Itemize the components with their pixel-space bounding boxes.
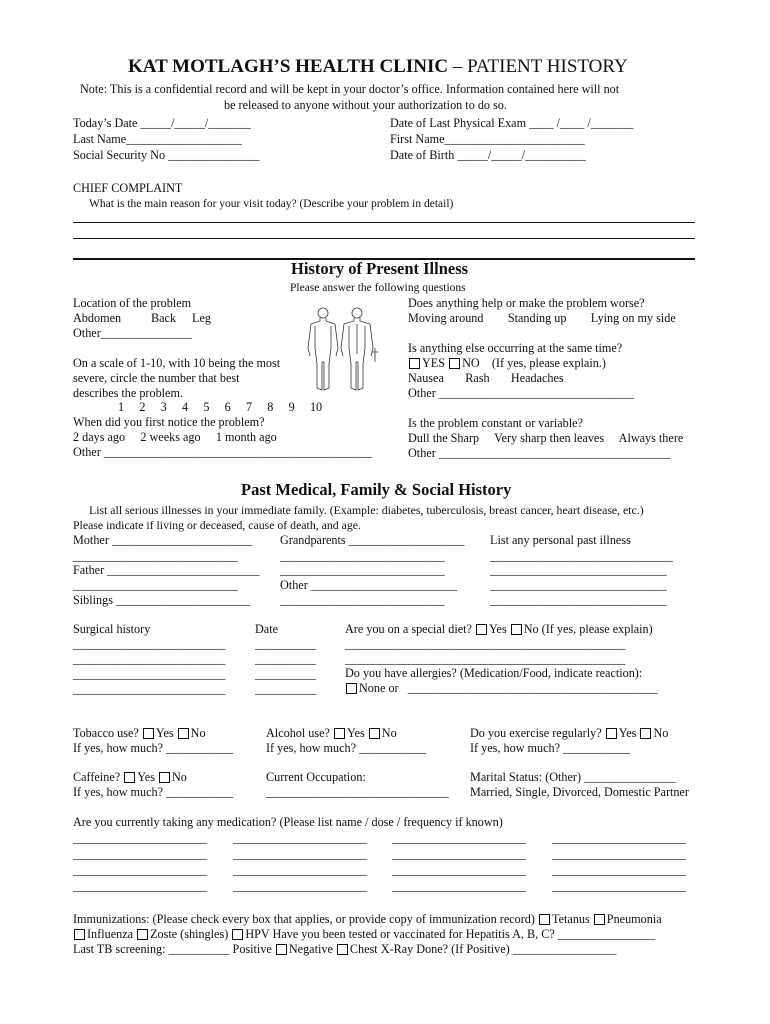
caffeine-yes-label: Yes	[137, 770, 155, 784]
tobacco-row	[73, 726, 206, 740]
confidential-note-line2: be released to anyone without your authorization to do so.	[224, 98, 507, 112]
body-diagram[interactable]	[300, 304, 400, 392]
help-worse-options[interactable]: Moving around Standing up Lying on my side	[408, 311, 676, 325]
complaint-line-1[interactable]	[73, 222, 695, 223]
surgical-history-label: Surgical history	[73, 622, 151, 636]
surgery-line-3[interactable]: _________________________	[73, 667, 226, 681]
medication-line[interactable]: ______________________	[233, 879, 368, 893]
alcohol-amount[interactable]: If yes, how much? ___________	[266, 741, 427, 755]
symptom-options[interactable]: Nausea Rash Headaches	[408, 371, 564, 385]
exercise-yes-checkbox[interactable]	[606, 728, 617, 739]
caffeine-amount[interactable]: If yes, how much? ___________	[73, 785, 234, 799]
zoster-checkbox[interactable]	[137, 929, 148, 940]
last-physical-field[interactable]: Date of Last Physical Exam ____ /____ /_______	[390, 116, 634, 130]
no-allergies-checkbox[interactable]	[346, 683, 357, 694]
alcohol-yes-checkbox[interactable]	[334, 728, 345, 739]
medication-line[interactable]: ______________________	[552, 831, 687, 845]
first-notice-options[interactable]: 2 days ago 2 weeks ago 1 month ago	[73, 430, 277, 444]
medication-line[interactable]: ______________________	[73, 831, 208, 845]
tb-negative-checkbox[interactable]	[337, 944, 348, 955]
family-line-1[interactable]: ___________________________	[73, 549, 238, 563]
surgery-line-4[interactable]: _________________________	[73, 682, 226, 696]
marital-options[interactable]: Married, Single, Divorced, Domestic Partner	[470, 785, 689, 799]
family-line-5[interactable]: ___________________________	[280, 593, 445, 607]
chief-complaint-question: What is the main reason for your visit today? (Describe your problem in detail)	[89, 198, 454, 210]
medication-line[interactable]: ______________________	[73, 847, 208, 861]
caffeine-row	[73, 770, 187, 784]
exercise-yes-label: Yes	[618, 726, 637, 740]
pmh-heading: Past Medical, Family & Social History	[241, 480, 512, 499]
alcohol-row	[266, 726, 397, 740]
medication-line[interactable]: ______________________	[552, 847, 687, 861]
constant-other[interactable]: Other ______________________________________	[408, 446, 671, 460]
personal-line-2[interactable]: _____________________________	[490, 563, 667, 577]
siblings-field[interactable]: Siblings ______________________	[73, 593, 251, 607]
location-leg[interactable]: Leg	[192, 311, 211, 325]
first-name-field[interactable]: First Name_______________________	[390, 132, 585, 146]
help-worse-question: Does anything help or make the problem worse?	[408, 296, 645, 310]
pmh-intro-1: List all serious illnesses in your immediate family. (Example: diabetes, tuberculosis, breast cancer, heart disease, etc.)	[89, 503, 644, 517]
diet-yes-label: Yes	[488, 622, 507, 636]
exercise-label: Do you exercise regularly?	[470, 726, 602, 740]
alcohol-no-checkbox[interactable]	[369, 728, 380, 739]
surgical-date-label: Date	[255, 622, 279, 636]
caffeine-label: Caffeine?	[73, 770, 121, 784]
immunization-label: Immunizations: (Please check every box that applies, or provide copy of immunization record)	[73, 912, 535, 926]
medication-line[interactable]: ______________________	[392, 879, 527, 893]
tobacco-no-label: No	[190, 726, 206, 740]
if-yes-note: (If yes, please explain.)	[491, 356, 606, 370]
hpi-heading: History of Present Illness	[291, 259, 469, 278]
medication-line[interactable]: ______________________	[73, 863, 208, 877]
occupation-label: Current Occupation:	[266, 770, 366, 784]
chief-complaint-heading: CHIEF COMPLAINT	[73, 181, 183, 195]
surgery-line-2[interactable]: _________________________	[73, 652, 226, 666]
family-line-3[interactable]: ___________________________	[280, 563, 445, 577]
medication-line[interactable]: ______________________	[233, 847, 368, 861]
allergies-row	[345, 681, 658, 695]
medication-line[interactable]: ______________________	[392, 831, 527, 845]
last-name-field[interactable]: Last Name___________________	[73, 132, 242, 146]
diet-line-2[interactable]: ______________________________________________	[345, 652, 626, 666]
exercise-row	[470, 726, 668, 740]
diet-no-checkbox[interactable]	[511, 624, 522, 635]
tb-negative-label: Negative	[288, 942, 333, 956]
caffeine-yes-checkbox[interactable]	[124, 772, 135, 783]
constant-options[interactable]: Dull the Sharp Very sharp then leaves Always there	[408, 431, 684, 445]
tetanus-checkbox[interactable]	[539, 914, 550, 925]
grandparents-field[interactable]: Grandparents ___________________	[280, 533, 465, 547]
no-checkbox[interactable]	[449, 358, 460, 369]
father-field[interactable]: Father _________________________	[73, 563, 260, 577]
medication-line[interactable]: ______________________	[552, 863, 687, 877]
medication-line[interactable]: ______________________	[233, 863, 368, 877]
location-label: Location of the problem	[73, 296, 192, 310]
no-label: NO	[462, 356, 480, 370]
personal-line-3[interactable]: _____________________________	[490, 578, 667, 592]
yes-label: YES	[422, 356, 446, 370]
personal-past-label: List any personal past illness	[490, 533, 631, 547]
pneumonia-label: Pneumonia	[606, 912, 662, 926]
exercise-amount[interactable]: If yes, how much? ___________	[470, 741, 631, 755]
medication-line[interactable]: ______________________	[73, 879, 208, 893]
family-line-2[interactable]: ___________________________	[280, 549, 445, 563]
scale-text-1: On a scale of 1-10, with 10 being the most	[73, 356, 281, 370]
yes-checkbox[interactable]	[409, 358, 420, 369]
surgery-date-line-4[interactable]: __________	[255, 682, 316, 696]
medication-line[interactable]: ______________________	[392, 847, 527, 861]
tb-row	[73, 942, 616, 956]
hepatitis-label[interactable]: HPV Have you been tested or vaccinated for Hepatitis A, B, C? ________________	[245, 927, 656, 941]
todays-date-field[interactable]: Today’s Date _____/_____/_______	[73, 116, 251, 130]
alcohol-yes-label: Yes	[347, 726, 365, 740]
influenza-label: Influenza	[87, 927, 134, 941]
diet-yes-checkbox[interactable]	[476, 624, 487, 635]
diet-no-label: No (If yes, please explain)	[523, 622, 653, 636]
other-relative-field[interactable]: Other ________________________	[280, 578, 458, 592]
clinic-name: KAT MOTLAGH’S HEALTH CLINIC	[128, 56, 449, 77]
tetanus-label: Tetanus	[552, 912, 590, 926]
allergies-question: Do you have allergies? (Medication/Food, indicate reaction):	[345, 666, 643, 680]
location-abdomen[interactable]: Abdomen	[73, 311, 122, 325]
allergy-line[interactable]: _________________________________________	[407, 681, 658, 695]
exercise-no-label: No	[653, 726, 669, 740]
chest-xray-field[interactable]: Chest X-Ray Done? (If Positive) _________________	[349, 942, 617, 956]
medication-line[interactable]: ______________________	[392, 863, 527, 877]
caffeine-no-label: No	[171, 770, 187, 784]
tobacco-yes-checkbox[interactable]	[143, 728, 154, 739]
medication-line[interactable]: ______________________	[552, 879, 687, 893]
medication-line[interactable]: ______________________	[233, 831, 368, 845]
tb-screening-field[interactable]: Last TB screening: __________	[73, 942, 230, 956]
location-back[interactable]: Back	[151, 311, 177, 325]
none-or-label: None or	[359, 681, 399, 695]
page-title	[128, 56, 628, 77]
surgery-date-line-2[interactable]: __________	[255, 652, 316, 666]
caffeine-no-checkbox[interactable]	[159, 772, 170, 783]
influenza-checkbox[interactable]	[74, 929, 85, 940]
pmh-intro-2: Please indicate if living or deceased, cause of death, and age.	[73, 518, 361, 532]
occupation-line[interactable]: ______________________________	[266, 785, 449, 799]
pneumonia-checkbox[interactable]	[594, 914, 605, 925]
tobacco-label: Tobacco use?	[73, 726, 139, 740]
surgery-line-1[interactable]: _________________________	[73, 637, 226, 651]
tobacco-no-checkbox[interactable]	[178, 728, 189, 739]
first-notice-question: When did you first notice the problem?	[73, 415, 265, 429]
confidential-note-line1: Note: This is a confidential record and will be kept in your doctor’s office. Information contained here will not	[80, 82, 620, 96]
special-diet-question: Are you on a special diet?	[345, 622, 472, 636]
immunization-row-2	[73, 927, 655, 941]
family-line-4[interactable]: ___________________________	[73, 578, 238, 592]
personal-line-1[interactable]: ______________________________	[490, 549, 673, 563]
hpi-subheading: Please answer the following questions	[290, 282, 466, 294]
tb-positive-label: Positive	[232, 942, 272, 956]
same-time-question: Is anything else occurring at the same time?	[408, 341, 623, 355]
scale-text-3: describes the problem.	[73, 386, 183, 400]
dob-field[interactable]: Date of Birth _____/_____/__________	[390, 148, 586, 162]
tobacco-yes-label: Yes	[155, 726, 174, 740]
ssn-field[interactable]: Social Security No _______________	[73, 148, 260, 162]
complaint-line-2[interactable]	[73, 238, 695, 239]
location-other[interactable]: Other_______________	[73, 326, 193, 340]
alcohol-no-label: No	[381, 726, 397, 740]
mother-field[interactable]: Mother _______________________	[73, 533, 253, 547]
tb-positive-checkbox[interactable]	[276, 944, 287, 955]
constant-question: Is the problem constant or variable?	[408, 416, 583, 430]
exercise-no-checkbox[interactable]	[640, 728, 651, 739]
pain-scale-numbers[interactable]: 1 2 3 4 5 6 7 8 9 10	[118, 400, 323, 414]
surgery-date-line-3[interactable]: __________	[255, 667, 316, 681]
scale-text-2: severe, circle the number that best	[73, 371, 240, 385]
symptom-other[interactable]: Other ________________________________	[408, 386, 634, 400]
surgery-date-line-1[interactable]: __________	[255, 637, 316, 651]
marital-status-field[interactable]: Marital Status: (Other) _______________	[470, 770, 676, 784]
medication-question: Are you currently taking any medication? (Please list name / dose / frequency if known)	[73, 815, 503, 829]
same-time-row	[408, 356, 606, 370]
alcohol-label: Alcohol use?	[266, 726, 330, 740]
zoster-label: Zoste (shingles)	[150, 927, 229, 941]
title-suffix: – PATIENT HISTORY	[448, 56, 628, 77]
diet-line-1[interactable]: ______________________________________________	[345, 637, 626, 651]
personal-line-4[interactable]: _____________________________	[490, 593, 667, 607]
immunization-row-1	[73, 912, 662, 926]
first-notice-other[interactable]: Other ____________________________________________	[73, 445, 372, 459]
special-diet-row	[345, 622, 653, 636]
tobacco-amount[interactable]: If yes, how much? ___________	[73, 741, 234, 755]
hpv-checkbox[interactable]	[232, 929, 243, 940]
